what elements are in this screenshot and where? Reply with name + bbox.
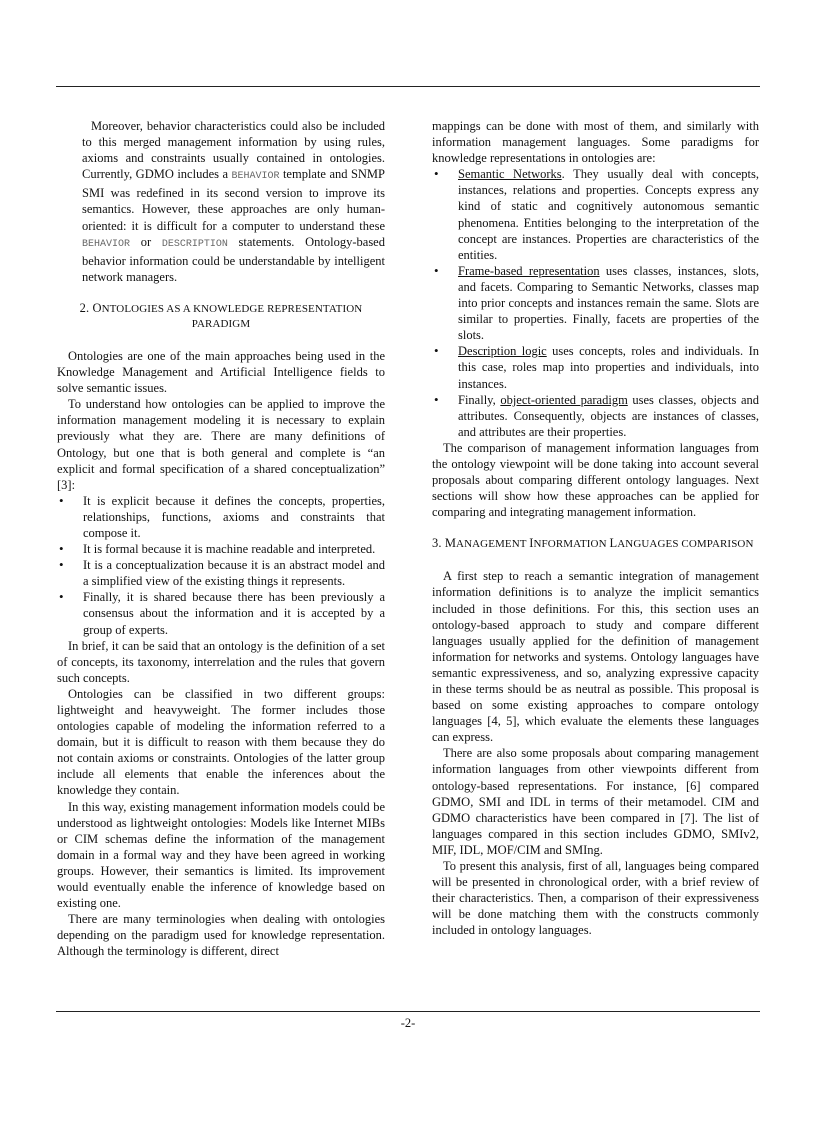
section-2-heading: 2. ONTOLOGIES AS A KNOWLEDGE REPRESENTATION PARADIGM bbox=[79, 300, 363, 330]
term-object-oriented: object-oriented paradigm bbox=[500, 392, 628, 407]
definition-bullet-list bbox=[57, 493, 385, 638]
paragraph: To present this analysis, first of all, languages being compared will be presented in chronological order, with a brief review of their characteristics. Then, a comparison of their expressiveness will be done matching them with the constructs commonly included in ontology languages. bbox=[432, 859, 759, 938]
intro-text: template and SNMP SMI was redefined in its second version to improve its semantics. However, these approaches are only human-oriented: it is difficult for a computer to understand these bbox=[82, 167, 385, 233]
intro-text: statements. Ontology-based behavior information could be understandable by intelligent network managers. bbox=[82, 234, 385, 284]
intro-text: Moreover, behavior characteristics could also be included to this merged management information by using rules, axioms and constraints usually contained in ontologies. Currently, GDMO includes a bbox=[82, 119, 385, 182]
paragraph: There are many terminologies when dealing with ontologies depending on the paradigm used for knowledge representation. Although the terminology is different, direct bbox=[57, 912, 385, 959]
list-item: • Finally, it is shared because there has been previously a consensus about the information and it is accepted by a group of experts. bbox=[57, 589, 385, 637]
list-item: • Finally, object-oriented paradigm uses classes, objects and attributes. Consequently, objects are instances of classes, and attributes are their properties. bbox=[432, 392, 759, 440]
paradigm-bullet-list bbox=[432, 166, 759, 440]
paragraph: mappings can be done with most of them, and similarly with information management languages. Some paradigms for knowledge representations in ontologies are: bbox=[432, 119, 759, 166]
paragraph: Ontologies can be classified in two different groups: lightweight and heavyweight. The former includes those ontologies capable of modeling the information referred to a domain, but it is difficult to reason with them because they do not contain axioms or constraints. Ontologies of the latter group include all elements that enable the inferences about the knowledge they contain. bbox=[57, 686, 385, 798]
list-item: • It is formal because it is machine readable and interpreted. bbox=[57, 541, 385, 557]
code-behavior: BEHAVIOR bbox=[82, 238, 131, 250]
paragraph: A first step to reach a semantic integration of management information definitions is to analyze the implicit semantics included in those definitions. For this, this section uses an ontology-based approach to study and compare different languages usually applied for the definition of management information for networks and systems. Ontology languages have semantic expressiveness, and so, analyzing expressive capacity in these terms should be as neutral as possible. This proposal is based on some existing approaches to compare ontology languages [4, 5], which evaluate the elements these languages can express. bbox=[432, 569, 759, 745]
page-number: -2- bbox=[400, 1016, 416, 1030]
code-description: DESCRIPTION bbox=[161, 238, 228, 250]
list-item: • Frame-based representation uses classes, instances, slots, and facets. Comparing to Semantic Networks, classes map into prior concepts and instances remain the same. Slots are similar to properties. Finally, facets are properties of the slots. bbox=[432, 263, 759, 343]
footer-rule bbox=[56, 1011, 760, 1012]
paragraph: In brief, it can be said that an ontology is the definition of a set of concepts, its taxonomy, interrelation and the rules that govern such concepts. bbox=[57, 638, 385, 685]
code-behavior: BEHAVIOR bbox=[231, 171, 280, 183]
term-description-logic: Description logic bbox=[458, 344, 547, 359]
right-column bbox=[432, 118, 759, 939]
list-item: • Description logic uses concepts, roles and individuals. In this case, roles map into properties and individuals, into instances. bbox=[432, 343, 759, 391]
paragraph: There are also some proposals about comparing management information languages from other viewpoints different from ontology-based representations. For instance, [6] compared GDMO, SMI and IDL in terms of their metamodel. CIM and GDMO characteristics have been compared in [7]. The list of languages compared in this section includes GDMO, SMIv2, MIF, IDL, MOF/CIM and SMIng. bbox=[432, 746, 759, 857]
intro-paragraph bbox=[82, 118, 385, 285]
list-item: • Semantic Networks. They usually deal with concepts, instances, relations and properties. Concepts express any kind of static and cognitively autonomous semantic phenomena. Entities belonging to the interpretation of the concept are instances. Properties are characteristics of the entities. bbox=[432, 166, 759, 263]
term-frame-based: Frame-based representation bbox=[458, 263, 600, 278]
term-semantic-networks: Semantic Networks bbox=[458, 167, 562, 182]
header-rule bbox=[56, 86, 760, 87]
section-3-heading: 3. MANAGEMENT INFORMATION LANGUAGES COMPARISON bbox=[432, 536, 754, 551]
paragraph: In this way, existing management information models could be understood as lightweight ontologies: Models like Internet MIBs or CIM schemas define the information of the management domain in a formal way and they have been agreed in working groups. However, their semantics is limited. Its improvement would eventually enable the inference of knowledge based on existing one. bbox=[57, 799, 385, 911]
list-item: • It is explicit because it defines the concepts, properties, relationships, functions, axioms and constraints that compose it. bbox=[57, 493, 385, 541]
paragraph: To understand how ontologies can be applied to improve the information management modeling it is necessary to explain previously what they are. There are many definitions of Ontology, but one that is both general and complete is “an explicit and formal specification of a shared conceptualization” [3]: bbox=[57, 397, 385, 492]
left-column bbox=[57, 118, 385, 960]
list-item: • It is a conceptualization because it is an abstract model and a simplified view of the existing things it represents. bbox=[57, 557, 385, 589]
paragraph: The comparison of management information languages from the ontology viewpoint will be done taking into account several proposals about comparing different ontology languages. Next sections will show how these approaches can be applied for comparing and integrating management information. bbox=[432, 440, 759, 520]
paragraph: Ontologies are one of the main approaches being used in the Knowledge Management and Artificial Intelligence fields to solve semantic issues. bbox=[57, 348, 385, 396]
intro-text: or bbox=[130, 234, 162, 249]
